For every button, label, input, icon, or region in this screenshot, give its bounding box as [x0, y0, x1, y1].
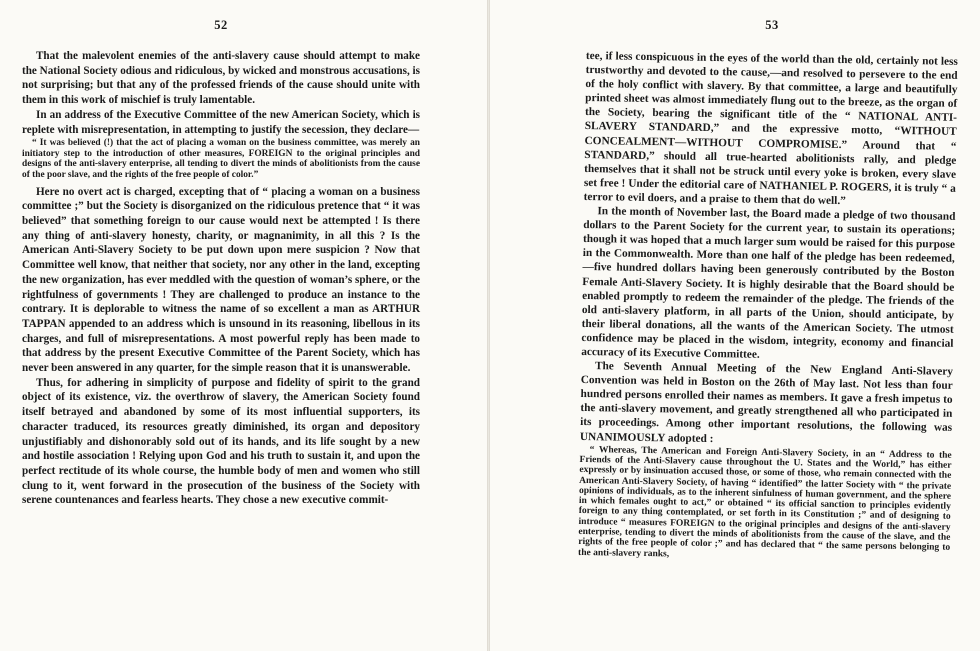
right-page-number: 53	[765, 18, 779, 32]
right-resolution-quote: “ Whereas, The American and Foreign Anti-Slavery Society, in an “ Address to the Friends of the Anti-Slavery cause throughout the U. States and the World,” has either expressly or by insinuation accused those, or some of those, who remain connected with the American Anti-Slavery Society, of having “ identified” the latter Society with “ the private opinions of individuals, as to the inherent sinfulness of human government, and the sphere in which females ought to act,” or obtained “ its official sanction to principles evidently foreign to any thing contemplated, or set forth in its Constitution ;” and of designing to introduce “ measures FOREIGN to the original principles and designs of the anti-slavery enterprise, tending to divert the minds of abolitionists from the cause of the slave, and the rights of the free people of color ;” and has declared that “ the same persons belonging to the anti-slavery ranks,	[578, 444, 952, 559]
right-paragraph-1: tee, if less conspicuous in the eyes of the world than the old, certainly not less trustworthy and devoted to the cause,—and resolved to persevere to the end of the holy conflict with slavery. By that committee, a large and beautifully printed sheet was almost immediately flung out to the breeze, as the organ of the Society, bearing the significant title of the “ NATIONAL ANTI-SLAVERY STANDARD,” and the expressive motto, “WITHOUT CONCEALMENT—WITHOUT COMPROMISE.” Around that “ STANDARD,” should all true-hearted abolitionists rally, and pledge themselves that it shall not be struck until every yoke is broken, every slave set free ! Under the editorial care of NATHANIEL P. ROGERS, it is truly “ a terror to evil doers, and a praise to them that do well.”	[583, 49, 958, 208]
left-paragraph-4: Thus, for adhering in simplicity of purpose and fidelity of spirit to the grand object of its existence, viz. the overthrow of slavery, the American Society found itself betrayed and abandoned by some of its most influential supporters, its character traduced, its resources greatly diminished, its organ and depository unjustifiably and dishonorably sold out of its hands, and its life sought by a new and hostile association ! Relying upon God and his truth to sustain it, and upon the perfect rectitude of its whole course, the humble body of men and women who still clung to it, went forward in the prosecution of the business of the Society with serene countenances and fearless hearts. They chose a new executive commit-	[22, 376, 420, 507]
right-paragraph-2: In the month of November last, the Board made a pledge of two thousand dollars to the Parent Society for the current year, to sustain its operations; though it was hoped that a much larger sum would be raised for this purpose in the Commonwealth. More than one half of the pledge has been redeemed,—five hundred dollars having been generously contributed by the Boston Female Anti-Slavery Society. It is highly desirable that the Board should be enabled promptly to redeem the remainder of the pledge. The friends of the old anti-slavery platform, in all parts of the Union, should anticipate, by their liberal donations, all the wants of the American Society. The utmost confidence may be placed in the wisdom, integrity, economy and financial accuracy of its Executive Committee.	[581, 205, 956, 361]
right-paragraph-3: The Seventh Annual Meeting of the New England Anti-Slavery Convention was held in Boston on the 26th of May last. Not less than four hundred persons enrolled their names as members. It gave a fresh impetus to the anti-slavery movement, and greatly strengthened all who participated in its proceedings. Among other important resolutions, the following was UNANIMOUSLY adopted :	[579, 360, 954, 445]
left-paragraph-1: That the malevolent enemies of the anti-slavery cause should attempt to make the National Society odious and ridiculous, by wicked and monstrous accusations, is not surprising; but that any of the professed friends of the cause should unite with them in this work of mischief is truly lamentable.	[22, 50, 420, 107]
left-paragraph-3: Here no overt act is charged, excepting that of “ placing a woman on a business committee ;” but the Society is disorganized on the ridiculous pretence that “ it was believed” that something foreign to our cause would next be attempted ! Is there any thing of anti-slavery honesty, charity, or magnanimity, in all this ? Is the American Anti-Slavery Society to be put down upon mere suspicion ? Now that Committee well know, that neither that society, nor any other in the land, excepting the new organization, has ever meddled with the question of woman’s sphere, or the rightfulness of governments ! They are challenged to produce an instance to the contrary. It is deplorable to witness the name of so excellent a man as ARTHUR TAPPAN appended to an address which is unsound in its reasoning, libellous in its charges, and full of misrepresentations. A most powerful reply has been made to that address by the present Executive Committee of the Parent Society, which has never been answered in any quarter, for the simple reason that it is unanswerable.	[22, 185, 420, 375]
left-page-number: 52	[214, 18, 228, 32]
left-quotation: “ It was believed (!) that the act of placing a woman on the business committee, was merely an initiatory step to the introduction of other measures, FOREIGN to the original principles and designs of the anti-slavery enterprise, all tending to divert the minds of abolitionists from the cause of the poor slave, and the rights of the free people of color.”	[22, 138, 420, 180]
left-page	[0, 0, 488, 651]
right-page	[490, 0, 980, 651]
left-paragraph-2: In an address of the Executive Committee of the new American Society, which is replete with misrepresentation, in attempting to justify the secession, they declare—	[22, 108, 420, 136]
right-text-block	[578, 49, 958, 564]
